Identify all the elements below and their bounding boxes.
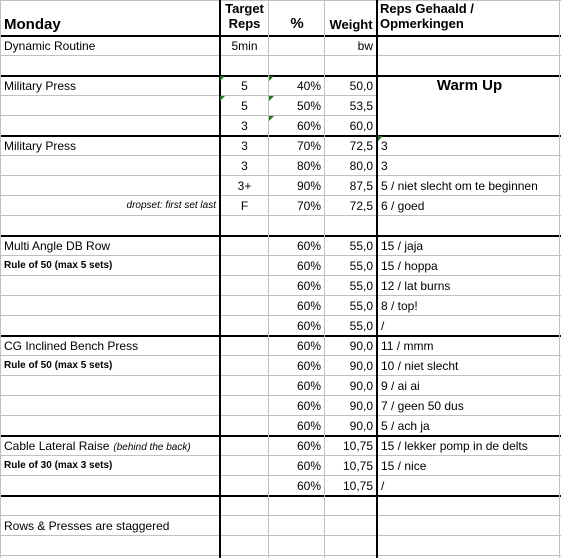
rule-note[interactable]: Rule of 50 (max 5 sets)	[4, 360, 113, 371]
row-divider	[0, 175, 561, 176]
percent-cell[interactable]: 60%	[296, 379, 321, 393]
row-divider	[0, 275, 561, 276]
section-divider	[0, 135, 561, 137]
comment-marker-icon	[220, 96, 225, 101]
header-notes[interactable]	[377, 1, 561, 35]
note-cell[interactable]: 3	[381, 139, 388, 153]
section-divider	[0, 75, 561, 77]
header-notes-line1: Reps Gehaald /	[380, 1, 474, 16]
note-cell[interactable]: 5 / ach ja	[381, 419, 430, 433]
weight-cell[interactable]: 90,0	[349, 379, 373, 393]
rule-note[interactable]: Rule of 30 (max 3 sets)	[4, 460, 113, 471]
target-reps-cell[interactable]: 3	[241, 119, 248, 133]
right-edge	[559, 0, 560, 558]
note-cell[interactable]: 15 / nice	[381, 459, 427, 473]
section-divider	[0, 335, 561, 337]
target-reps-cell[interactable]: 3	[241, 139, 248, 153]
row-divider	[0, 415, 561, 416]
percent-cell[interactable]: 60%	[296, 259, 321, 273]
weight-cell[interactable]: 72,5	[349, 199, 373, 213]
note-cell[interactable]: 6 / goed	[381, 199, 425, 213]
weight-cell[interactable]: 55,0	[349, 259, 373, 273]
exercise-name[interactable]	[0, 436, 220, 456]
weight-cell[interactable]: 90,0	[349, 419, 373, 433]
percent-cell[interactable]: 60%	[296, 419, 321, 433]
percent-cell[interactable]: 60%	[296, 359, 321, 373]
row-divider	[0, 515, 561, 516]
weight-cell[interactable]: 60,0	[349, 119, 373, 133]
weight-cell[interactable]: 87,5	[349, 179, 373, 193]
comment-marker-icon	[269, 96, 274, 101]
column-divider	[324, 0, 325, 558]
row-divider	[0, 215, 561, 216]
row-divider	[0, 255, 561, 256]
note-cell[interactable]: 12 / lat burns	[381, 279, 451, 293]
section-divider	[0, 235, 561, 237]
weight-cell[interactable]: 55,0	[349, 239, 373, 253]
note-cell[interactable]: 5 / niet slecht om te beginnen	[381, 179, 538, 193]
weight-cell[interactable]: 53,5	[349, 99, 373, 113]
left-edge	[0, 0, 1, 558]
header-target-reps-line1: Target	[225, 1, 264, 16]
target-reps-cell[interactable]: 5min	[231, 39, 258, 53]
target-reps-cell[interactable]: 3	[241, 159, 248, 173]
row-divider	[0, 555, 561, 556]
row-divider	[0, 95, 377, 96]
comment-marker-icon	[220, 76, 225, 81]
note-cell[interactable]: 9 / ai ai	[381, 379, 420, 393]
exercise-name[interactable]: Military Press	[4, 79, 77, 93]
percent-cell[interactable]: 60%	[296, 299, 321, 313]
exercise-name[interactable]: Military Press	[4, 139, 77, 153]
note-cell[interactable]: 15 / jaja	[381, 239, 424, 253]
percent-cell[interactable]: 70%	[296, 139, 321, 153]
header-weight[interactable]: Weight	[329, 17, 373, 32]
percent-cell[interactable]: 80%	[296, 159, 321, 173]
row-divider	[0, 295, 561, 296]
row-divider	[0, 55, 561, 56]
note-cell[interactable]: 8 / top!	[381, 299, 418, 313]
row-divider	[0, 315, 561, 316]
section-divider	[0, 435, 561, 437]
header-divider	[0, 35, 561, 37]
weight-cell[interactable]: 10,75	[342, 479, 373, 493]
section-divider	[0, 495, 561, 497]
note-cell[interactable]: /	[381, 319, 385, 333]
comment-marker-icon	[269, 76, 274, 81]
weight-cell[interactable]: 10,75	[342, 439, 373, 453]
percent-cell[interactable]: 60%	[296, 459, 321, 473]
column-divider	[268, 0, 269, 558]
column-divider	[219, 0, 221, 558]
header-percent[interactable]: %	[290, 15, 304, 32]
row-divider	[0, 195, 561, 196]
exercise-name[interactable]: Rows & Presses are staggered	[4, 519, 170, 533]
row-divider	[0, 455, 561, 456]
percent-cell[interactable]: 60%	[296, 279, 321, 293]
percent-cell[interactable]: 50%	[296, 99, 321, 113]
warmup-label[interactable]: Warm Up	[436, 77, 503, 94]
weight-cell[interactable]: 90,0	[349, 359, 373, 373]
row-divider	[0, 115, 377, 116]
target-reps-cell[interactable]: 3+	[237, 179, 252, 193]
weight-cell[interactable]: 90,0	[349, 399, 373, 413]
percent-cell[interactable]: 40%	[296, 79, 321, 93]
weight-cell[interactable]: 55,0	[349, 299, 373, 313]
row-divider	[0, 355, 561, 356]
header-target-reps[interactable]	[220, 1, 269, 35]
percent-cell[interactable]: 60%	[296, 479, 321, 493]
weight-cell[interactable]: 80,0	[349, 159, 373, 173]
note-cell[interactable]: 10 / niet slecht	[381, 359, 459, 373]
exercise-name[interactable]: Dynamic Routine	[4, 39, 96, 53]
target-reps-cell[interactable]: 5	[241, 79, 248, 93]
note-cell[interactable]: 7 / geen 50 dus	[381, 399, 464, 413]
sheet-top-edge	[0, 0, 561, 1]
row-divider	[0, 375, 561, 376]
percent-cell[interactable]: 60%	[296, 399, 321, 413]
header-day[interactable]: Monday	[4, 16, 61, 33]
percent-cell[interactable]: 60%	[296, 439, 321, 453]
weight-cell[interactable]: 72,5	[349, 139, 373, 153]
comment-marker-icon	[269, 116, 274, 121]
note-cell[interactable]: /	[381, 479, 385, 493]
percent-cell[interactable]: 70%	[296, 199, 321, 213]
weight-cell[interactable]: 10,75	[342, 459, 373, 473]
dropset-note[interactable]: dropset: first set last	[126, 200, 216, 211]
percent-cell[interactable]: 60%	[296, 119, 321, 133]
percent-cell[interactable]: 60%	[296, 339, 321, 353]
column-divider	[376, 0, 378, 558]
weight-cell[interactable]: 55,0	[349, 279, 373, 293]
percent-cell[interactable]: 90%	[296, 179, 321, 193]
rule-note[interactable]: Rule of 50 (max 5 sets)	[4, 260, 113, 271]
target-reps-cell[interactable]: F	[240, 199, 249, 213]
target-reps-cell[interactable]: 5	[241, 99, 248, 113]
percent-cell[interactable]: 60%	[296, 239, 321, 253]
header-notes-line2: Opmerkingen	[380, 16, 464, 31]
note-cell[interactable]: 3	[381, 159, 388, 173]
exercise-name-suffix: (behind the back)	[113, 442, 191, 453]
note-cell[interactable]: 15 / lekker pomp in de delts	[381, 439, 528, 453]
weight-cell[interactable]: 90,0	[349, 339, 373, 353]
exercise-name[interactable]: CG Inclined Bench Press	[4, 339, 139, 353]
row-divider	[0, 475, 561, 476]
exercise-name-text: Cable Lateral Raise	[4, 439, 110, 453]
row-divider	[0, 535, 561, 536]
row-divider	[0, 155, 561, 156]
row-divider	[0, 395, 561, 396]
weight-cell[interactable]: bw	[357, 39, 373, 53]
note-cell[interactable]: 11 / mmm	[381, 339, 434, 353]
weight-cell[interactable]: 55,0	[349, 319, 373, 333]
exercise-name[interactable]: Multi Angle DB Row	[4, 239, 111, 253]
weight-cell[interactable]: 50,0	[349, 79, 373, 93]
percent-cell[interactable]: 60%	[296, 319, 321, 333]
comment-marker-icon	[378, 136, 383, 141]
note-cell[interactable]: 15 / hoppa	[381, 259, 438, 273]
header-target-reps-line2: Reps	[228, 16, 261, 31]
